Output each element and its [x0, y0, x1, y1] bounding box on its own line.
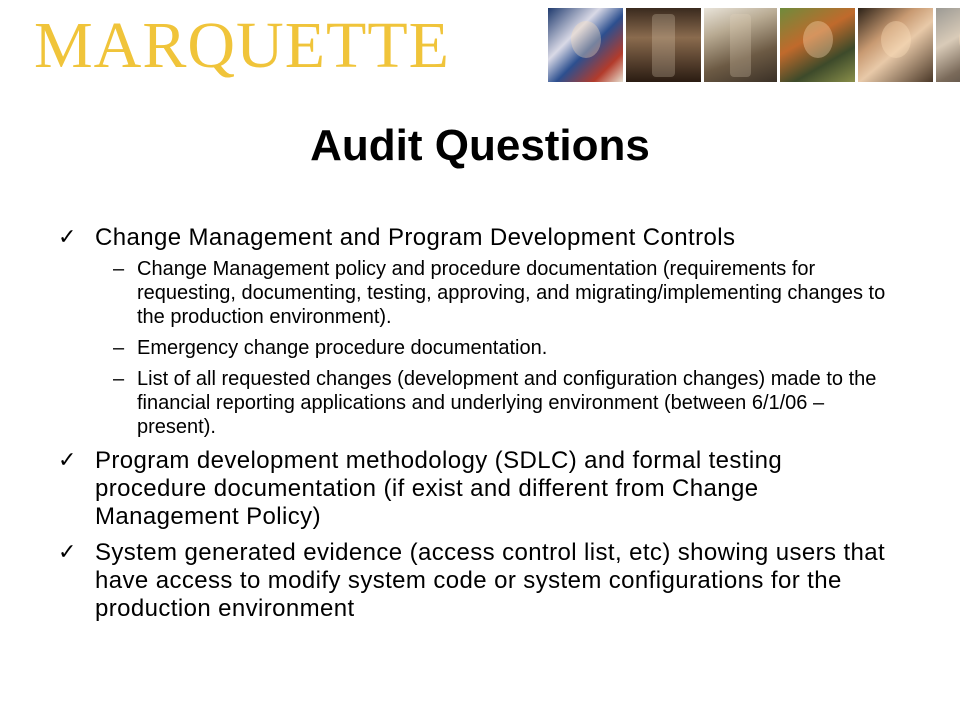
- bullet-item: [58, 447, 898, 531]
- list-item: [58, 224, 898, 439]
- slide-title: Audit Questions: [310, 121, 650, 170]
- photo-3: [704, 8, 777, 82]
- dash-bullet: –: [113, 368, 125, 390]
- photo-strip: [548, 8, 960, 82]
- dash-bullet: –: [113, 258, 125, 280]
- sub-item: [58, 336, 898, 360]
- photo-5: [858, 8, 933, 82]
- check-icon: ✓: [58, 540, 77, 565]
- check-icon: ✓: [58, 225, 77, 250]
- photo-1: [548, 8, 623, 82]
- marquette-logo: MARQUETTE: [34, 9, 450, 82]
- photo-2: [626, 8, 701, 82]
- sub-list: [58, 257, 898, 439]
- photo-4: [780, 8, 855, 82]
- header-banner: [0, 0, 960, 92]
- list-item: [58, 447, 898, 531]
- photo-6: [936, 8, 960, 82]
- bullet-text: System generated evidence (access control list, etc) showing users that have access to modify system code or system configurations for the production environment: [95, 539, 886, 622]
- bullet-item: [58, 224, 898, 252]
- check-icon: ✓: [58, 448, 77, 473]
- bullet-item: [58, 539, 898, 623]
- bullet-text: Change Management and Program Development Controls: [95, 224, 736, 251]
- list-item: [58, 539, 898, 623]
- bullet-text: Program development methodology (SDLC) and formal testing procedure documentation (if exist and different from Change Management Policy): [95, 447, 783, 530]
- sub-item: [58, 257, 898, 329]
- dash-bullet: –: [113, 337, 125, 359]
- sub-item-text: Change Management policy and procedure documentation (requirements for requesting, documenting, testing, approving, and migrating/implementing changes to the production environment).: [137, 258, 886, 328]
- sub-item-text: Emergency change procedure documentation.: [137, 337, 548, 359]
- sub-item: [58, 367, 898, 439]
- sub-item-text: List of all requested changes (development and configuration changes) made to the financial reporting applications and underlying environment (between 6/1/06 – present).: [137, 368, 877, 438]
- slide-content: [58, 224, 898, 623]
